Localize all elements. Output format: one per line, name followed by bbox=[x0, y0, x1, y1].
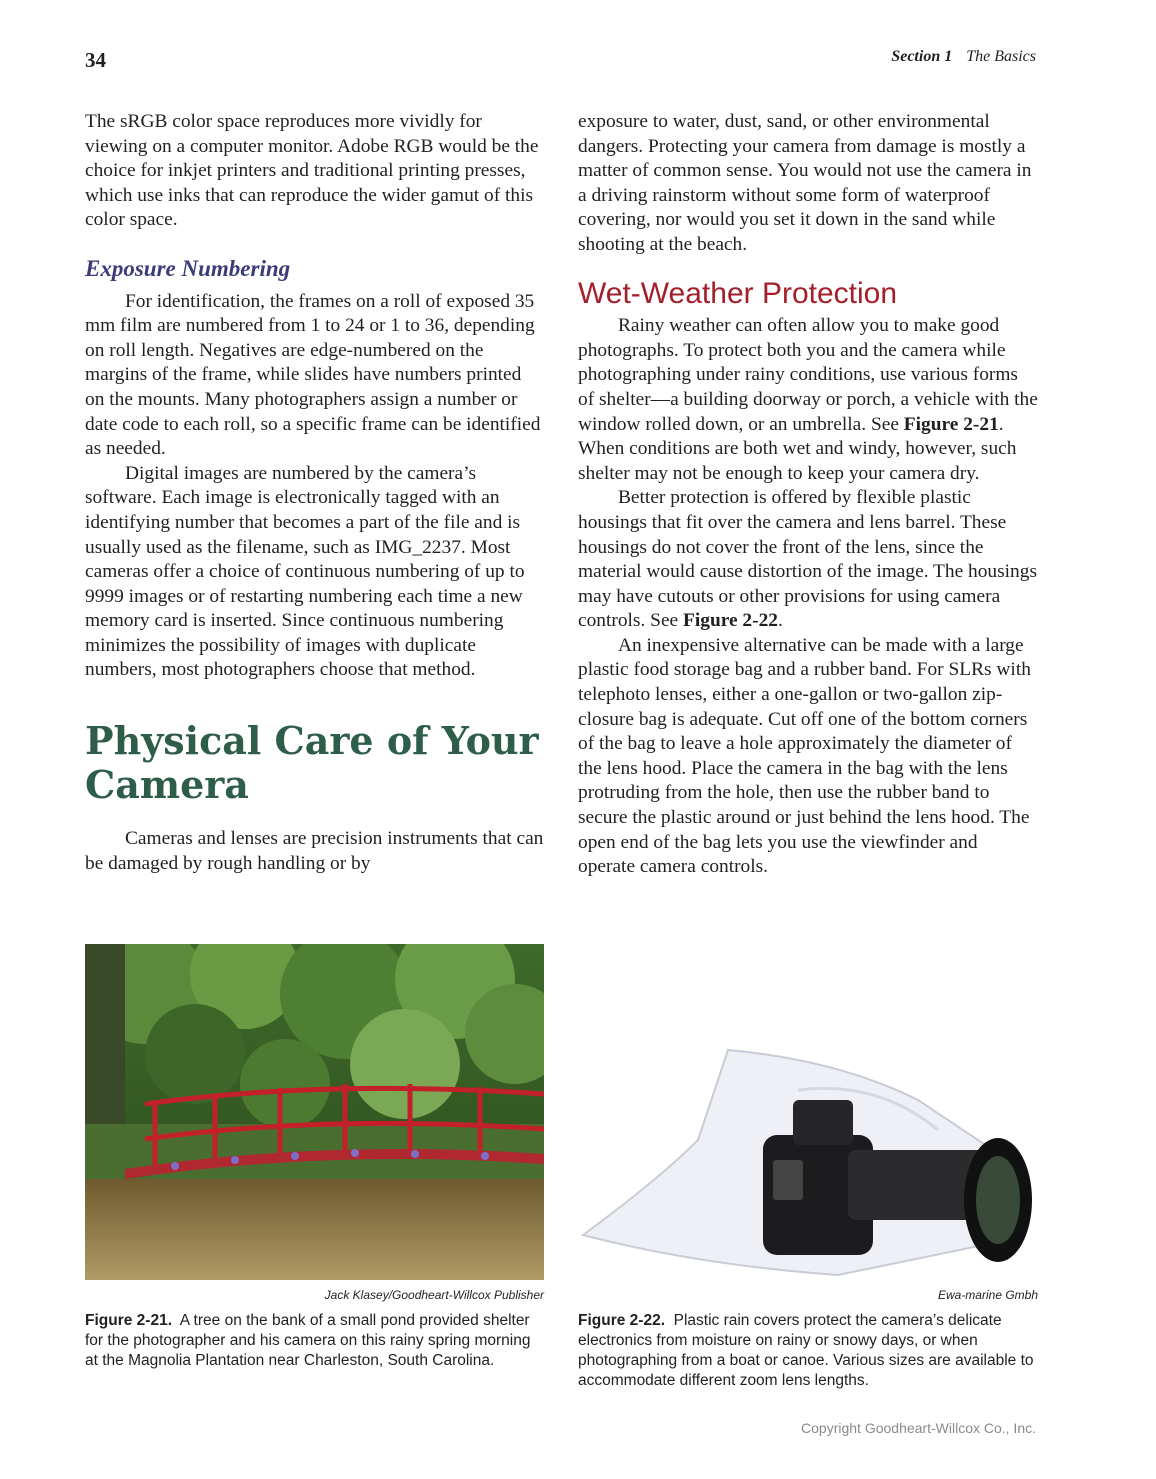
page-number: 34 bbox=[85, 48, 106, 72]
wet-weather-heading: Wet-Weather Protection bbox=[578, 276, 898, 310]
wet-paragraph-2: Better protection is offered by flexible plastic housings that fit over the camera and lens barrel. These housings do not cover the front of the lens, since the material would cause distortion of the image. The housings may have cutouts or other provisions for using camera controls. See Figure 2-22. bbox=[578, 487, 1037, 632]
copyright-notice: Copyright Goodheart-Willcox Co., Inc. bbox=[801, 1420, 1036, 1436]
figure-2-22-label: Figure 2-22. bbox=[578, 1312, 665, 1329]
figure-2-22-photo bbox=[578, 1040, 1038, 1280]
right-column bbox=[578, 110, 1038, 880]
figure-2-21-credit: Jack Klasey/Goodheart-Willcox Publisher bbox=[324, 1288, 544, 1302]
figure-2-21-label: Figure 2-21. bbox=[85, 1312, 172, 1329]
exposure-numbering-heading: Exposure Numbering bbox=[85, 255, 291, 281]
figure-2-21-caption: Figure 2-21. A tree on the bank of a small pond provided shelter for the photographer and his camera on this rainy spring morning at the Magnolia Plantation near Charleston, South Carolina. bbox=[85, 1312, 531, 1369]
figure-2-22-caption: Figure 2-22. Plastic rain covers protect the camera’s delicate electronics from moisture on rainy or snowy days, or when photographing from a boat or canoe. Various sizes are available to accommodate different zoom lens lengths. bbox=[578, 1312, 1034, 1389]
figure-2-21-reference: Figure 2-21 bbox=[903, 413, 999, 435]
figure-2-21-photo bbox=[85, 944, 544, 1280]
care-paragraph-1: Cameras and lenses are precision instruments that can be damaged by rough handling or by bbox=[85, 828, 544, 874]
wet-paragraph-3: An inexpensive alternative can be made with a large plastic food storage bag and a rubber band. For SLRs with telephoto lenses, either a one-gallon or two-gallon zip-closure bag is adequate. Cut off one of the bottom corners of the bag to leave a hole approximately the diameter of the lens hood. Place the camera in the bag with the lens protruding from the hole, then use the rubber band to secure the plastic around or just behind the lens hood. The open end of the bag lets you use the viewfinder and operate camera controls. bbox=[578, 634, 1031, 878]
section-label: Section 1 bbox=[891, 48, 953, 65]
figure-2-22-reference: Figure 2-22 bbox=[683, 610, 778, 632]
pond-bridge-illustration bbox=[85, 944, 544, 1280]
section-title: The Basics bbox=[966, 48, 1036, 65]
running-head bbox=[891, 48, 1036, 66]
intro-paragraph: The sRGB color space reproduces more vividly for viewing on a computer monitor. Adobe RGB would be the choice for inkjet printers and traditional printing presses, which use inks that can reproduce the wider gamut of this color space. bbox=[85, 111, 539, 231]
exposure-paragraph-2: Digital images are numbered by the camera’s software. Each image is electronically tagged with an identifying number that becomes a part of the file and is usually used as the filename, such as IMG_2237. Most cameras offer a choice of continuous numbering of up to 9999 images or of restarting numbering each time a new memory card is inserted. Since continuous numbering minimizes the possibility of images with duplicate numbers, most photographers choose that method. bbox=[85, 462, 525, 681]
left-column bbox=[85, 110, 545, 876]
physical-care-heading: Physical Care of Your Camera bbox=[85, 718, 539, 808]
wet-paragraph-1: Rainy weather can often allow you to make good photographs. To protect both you and the camera while photographing under rainy conditions, use various forms of shelter—a building doorway or porch, a vehicle with the window rolled down, or an umbrella. See Figure 2-21. When conditions are both wet and windy, however, such shelter may not be enough to keep your camera dry. bbox=[578, 315, 1038, 484]
exposure-paragraph-1: For identification, the frames on a roll of exposed 35 mm film are numbered from 1 to 24 or 1 to 36, depending on roll length. Negatives are edge-numbered on the margins of the frame, while slides have numbers printed on the mounts. Many photographers assign a number or date code to each roll, so a specific frame can be identified as needed. bbox=[85, 290, 541, 460]
figure-2-22-credit: Ewa-marine Gmbh bbox=[937, 1288, 1038, 1302]
continuation-paragraph: exposure to water, dust, sand, or other environmental dangers. Protecting your camera from damage is mostly a matter of common sense. You would not use the camera in a driving rainstorm without some form of waterproof covering, nor would you set it down in the sand while shooting at the beach. bbox=[578, 111, 1032, 255]
rain-cover-camera-illustration bbox=[578, 1040, 1038, 1280]
